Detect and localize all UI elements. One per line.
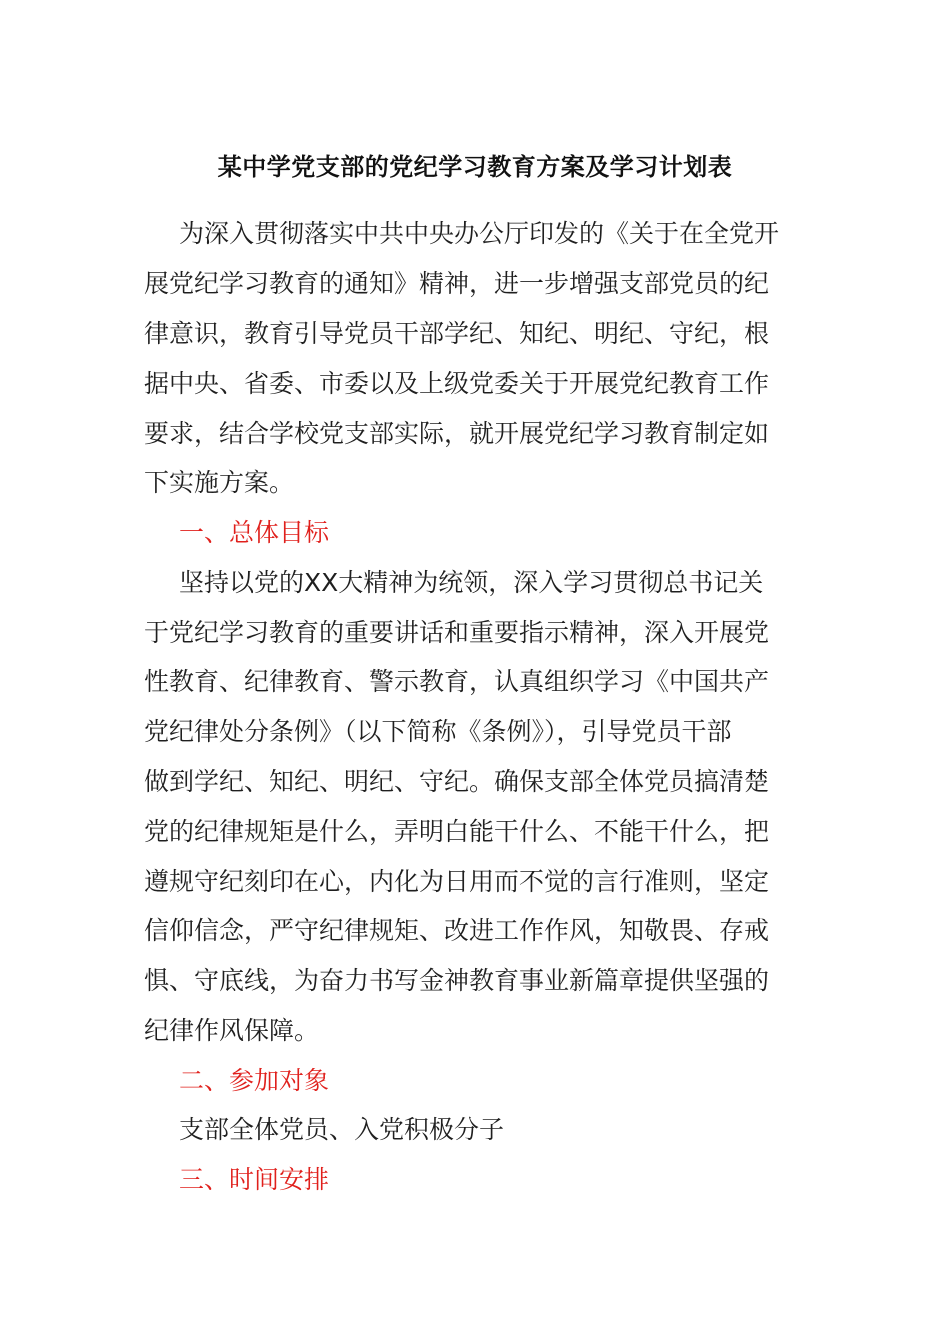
intro-line: 律意识，教育引导党员干部学纪、知纪、明纪、守纪，根 <box>144 319 770 348</box>
section1-line: 遵规守纪刻印在心，内化为日用而不觉的言行准则，坚定 <box>144 867 770 896</box>
document-title: 某中学党支部的党纪学习教育方案及学习计划表 <box>217 153 733 181</box>
intro-line: 展党纪学习教育的通知》精神，进一步增强支部党员的纪 <box>144 269 770 298</box>
section1-line: 纪律作风保障。 <box>144 1016 320 1045</box>
section2-text: 支部全体党员、入党积极分子 <box>179 1115 505 1144</box>
section1-line: 信仰信念，严守纪律规矩、改进工作作风，知敬畏、存戒 <box>144 916 770 945</box>
section1-line: 做到学纪、知纪、明纪、守纪。确保支部全体党员搞清楚 <box>144 767 770 796</box>
section1-line: 于党纪学习教育的重要讲话和重要指示精神，深入开展党 <box>144 618 770 647</box>
intro-line: 据中央、省委、市委以及上级党委关于开展党纪教育工作 <box>144 369 770 398</box>
section1-line: 惧、守底线，为奋力书写金神教育事业新篇章提供坚强的 <box>144 966 770 995</box>
section-heading-goals: 一、总体目标 <box>179 518 330 547</box>
section-heading-participants: 二、参加对象 <box>179 1066 330 1095</box>
intro-line: 为深入贯彻落实中共中央办公厅印发的《关于在全党开 <box>179 219 780 248</box>
section-heading-schedule: 三、时间安排 <box>179 1165 330 1194</box>
section1-line: 党的纪律规矩是什么，弄明白能干什么、不能干什么，把 <box>144 817 770 846</box>
section1-line: 性教育、纪律教育、警示教育，认真组织学习《中国共产 <box>144 667 770 696</box>
section1-line: 党纪律处分条例》（以下简称《条例》），引导党员干部 <box>144 717 732 746</box>
intro-line: 下实施方案。 <box>144 468 295 497</box>
intro-line: 要求，结合学校党支部实际，就开展党纪学习教育制定如 <box>144 419 770 448</box>
section1-line: 坚持以党的XX大精神为统领，深入学习贯彻总书记关 <box>179 568 764 597</box>
